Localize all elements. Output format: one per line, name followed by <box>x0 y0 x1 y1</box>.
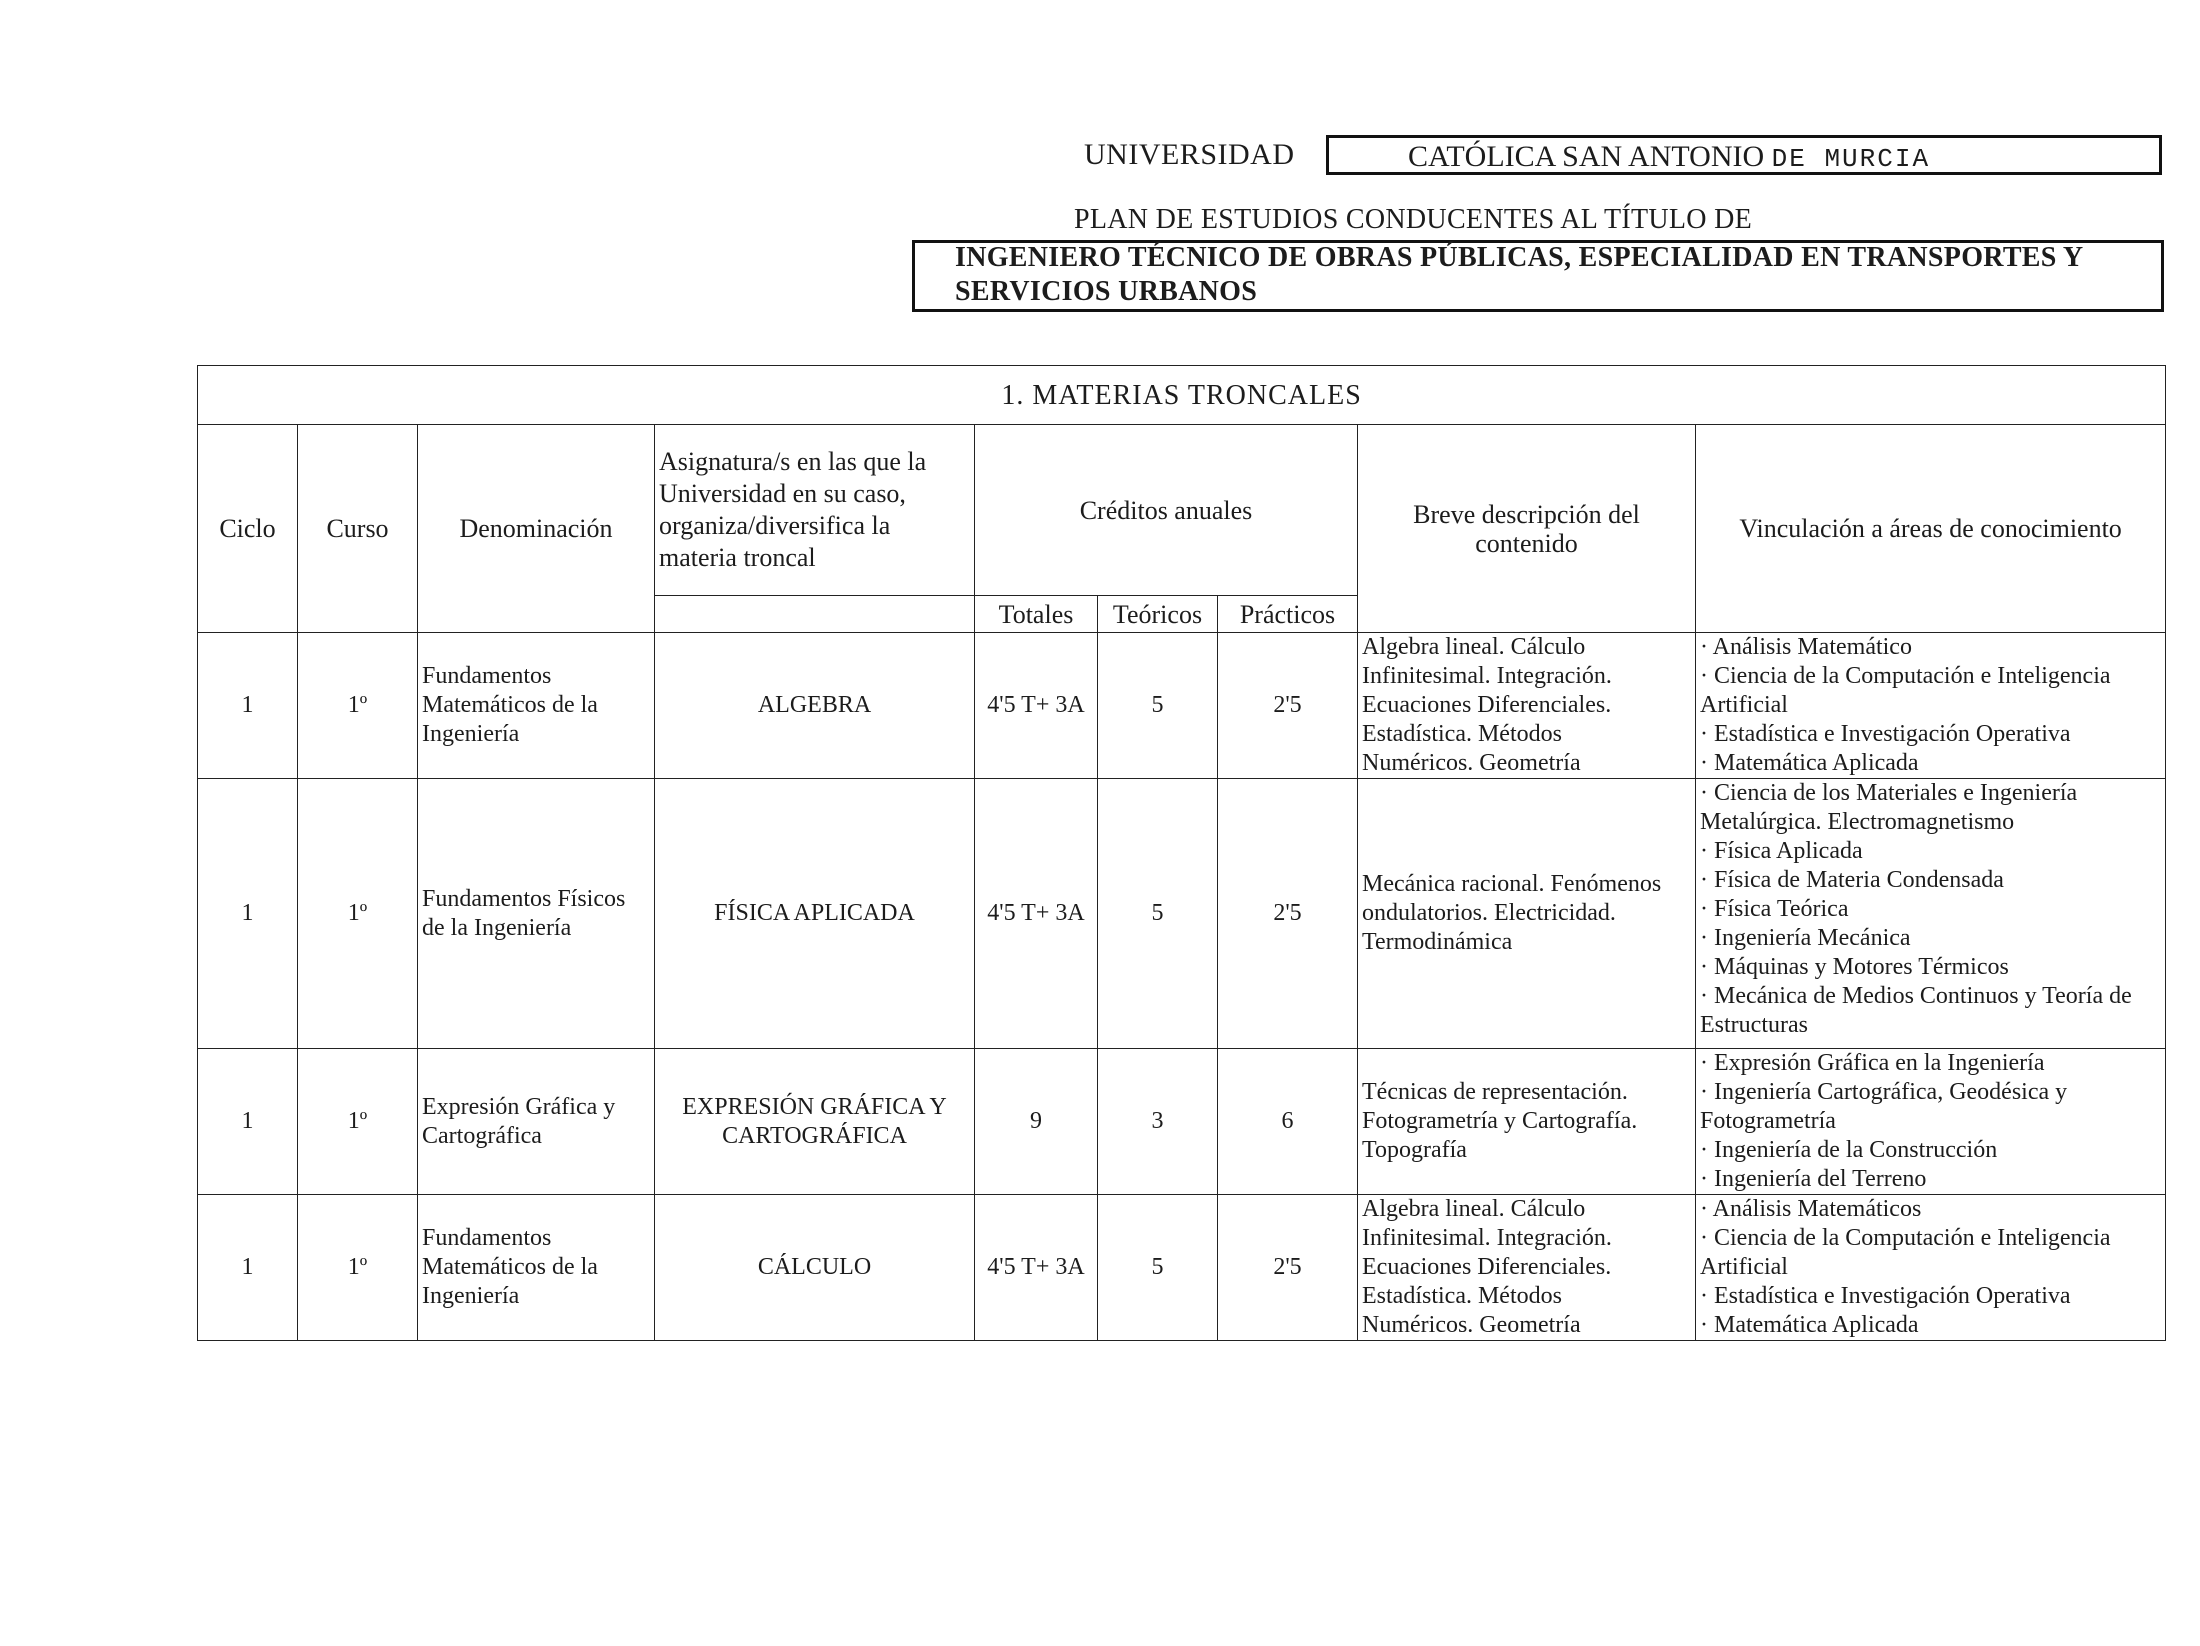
cell-practicos: 6 <box>1218 1049 1358 1195</box>
desc-line: Ecuaciones Diferenciales. <box>1362 692 1612 718</box>
area-line: · Ciencia de los Materiales e Ingeniería <box>1700 780 2078 806</box>
desc-line: Técnicas de representación. <box>1362 1079 1628 1105</box>
cell-denominacion: Fundamentos Matemáticos de la Ingeniería <box>418 633 655 779</box>
area-line: · Matemática Aplicada <box>1700 1312 1919 1338</box>
area-line: Metalúrgica. Electromagnetismo <box>1700 809 2015 835</box>
cell-curso: 1º <box>298 779 418 1049</box>
desc-line: Estadística. Métodos <box>1362 721 1562 747</box>
area-line: · Estadística e Investigación Operativa <box>1700 1283 2071 1309</box>
plan-label: PLAN DE ESTUDIOS CONDUCENTES AL TÍTULO DE <box>1074 204 1753 235</box>
header-teoricos: Teóricos <box>1098 596 1218 633</box>
cell-descripcion <box>1358 1195 1696 1341</box>
header-totales: Totales <box>975 596 1098 633</box>
header-ciclo: Ciclo <box>198 425 298 633</box>
desc-line: Numéricos. Geometría <box>1362 1312 1581 1338</box>
cell-teoricos: 3 <box>1098 1049 1218 1195</box>
university-name-city: DE MURCIA <box>1771 144 1931 174</box>
desc-line: ondulatorios. Electricidad. <box>1362 900 1616 926</box>
university-name <box>1408 140 1930 174</box>
area-line: · Máquinas y Motores Térmicos <box>1700 954 2009 980</box>
area-line: Estructuras <box>1700 1012 1808 1038</box>
desc-line: Estadística. Métodos <box>1362 1283 1562 1309</box>
area-line: · Estadística e Investigación Operativa <box>1700 721 2071 747</box>
cell-descripcion <box>1358 633 1696 779</box>
cell-denominacion: Expresión Gráfica y Cartográfica <box>418 1049 655 1195</box>
area-line: Fotogrametría <box>1700 1108 1836 1134</box>
cell-areas <box>1696 779 2166 1049</box>
desc-line: Topografía <box>1362 1137 1467 1163</box>
cell-curso: 1º <box>298 1195 418 1341</box>
header-practicos: Prácticos <box>1218 596 1358 633</box>
desc-line: Algebra lineal. Cálculo <box>1362 1196 1586 1222</box>
desc-line: Infinitesimal. Integración. <box>1362 663 1612 689</box>
desc-line: Infinitesimal. Integración. <box>1362 1225 1612 1251</box>
table-row <box>198 779 2166 1049</box>
cell-asignatura: EXPRESIÓN GRÁFICA Y CARTOGRÁFICA <box>655 1049 975 1195</box>
area-line: · Ciencia de la Computación e Inteligencia <box>1700 1225 2111 1251</box>
header-creditos: Créditos anuales <box>975 425 1358 596</box>
cell-ciclo: 1 <box>198 1195 298 1341</box>
cell-descripcion <box>1358 1049 1696 1195</box>
header-curso: Curso <box>298 425 418 633</box>
cell-practicos: 2'5 <box>1218 1195 1358 1341</box>
cell-curso: 1º <box>298 633 418 779</box>
materias-table <box>197 365 2166 1341</box>
area-line: · Ingeniería del Terreno <box>1700 1166 1927 1192</box>
cell-curso: 1º <box>298 1049 418 1195</box>
desc-line: Ecuaciones Diferenciales. <box>1362 1254 1612 1280</box>
cell-totales: 9 <box>975 1049 1098 1195</box>
table-row <box>198 1195 2166 1341</box>
header-asignatura-spacer <box>655 596 975 633</box>
university-name-main: CATÓLICA SAN ANTONIO <box>1408 140 1765 173</box>
area-line: · Física Teórica <box>1700 896 1849 922</box>
area-line: · Mecánica de Medios Continuos y Teoría de <box>1700 983 2132 1009</box>
area-line: · Ciencia de la Computación e Inteligencia <box>1700 663 2111 689</box>
cell-totales: 4'5 T+ 3A <box>975 779 1098 1049</box>
cell-ciclo: 1 <box>198 633 298 779</box>
header-descripcion: Breve descripción del contenido <box>1358 425 1696 633</box>
cell-ciclo: 1 <box>198 1049 298 1195</box>
area-line: · Ingeniería de la Construcción <box>1700 1137 1998 1163</box>
area-line: · Matemática Aplicada <box>1700 750 1919 776</box>
header-denominacion: Denominación <box>418 425 655 633</box>
cell-descripcion <box>1358 779 1696 1049</box>
area-line: Artificial <box>1700 692 1788 718</box>
header-vinculacion: Vinculación a áreas de conocimiento <box>1696 425 2166 633</box>
area-line: · Análisis Matemático <box>1700 634 1912 660</box>
area-line: · Ingeniería Mecánica <box>1700 925 1911 951</box>
area-line: Artificial <box>1700 1254 1788 1280</box>
desc-line: Algebra lineal. Cálculo <box>1362 634 1586 660</box>
degree-title-line2: SERVICIOS URBANOS <box>955 276 1258 307</box>
table-row <box>198 633 2166 779</box>
cell-totales: 4'5 T+ 3A <box>975 1195 1098 1341</box>
cell-teoricos: 5 <box>1098 633 1218 779</box>
cell-asignatura: ALGEBRA <box>655 633 975 779</box>
cell-teoricos: 5 <box>1098 779 1218 1049</box>
cell-teoricos: 5 <box>1098 1195 1218 1341</box>
cell-practicos: 2'5 <box>1218 779 1358 1049</box>
area-line: · Análisis Matemáticos <box>1700 1196 1922 1222</box>
cell-asignatura: FÍSICA APLICADA <box>655 779 975 1049</box>
cell-asignatura: CÁLCULO <box>655 1195 975 1341</box>
cell-areas <box>1696 1195 2166 1341</box>
header-asignatura: Asignatura/s en las que la Universidad en su caso, organiza/diversifica la materia troncal <box>655 425 975 596</box>
cell-totales: 4'5 T+ 3A <box>975 633 1098 779</box>
desc-line: Mecánica racional. Fenómenos <box>1362 871 1662 897</box>
section-title: 1. MATERIAS TRONCALES <box>198 366 2166 425</box>
desc-line: Termodinámica <box>1362 929 1513 955</box>
cell-ciclo: 1 <box>198 779 298 1049</box>
degree-title-line1: INGENIERO TÉCNICO DE OBRAS PÚBLICAS, ESPECIALIDAD EN TRANSPORTES Y <box>955 242 2084 273</box>
cell-practicos: 2'5 <box>1218 633 1358 779</box>
area-line: · Física de Materia Condensada <box>1700 867 2004 893</box>
area-line: · Expresión Gráfica en la Ingeniería <box>1700 1050 2045 1076</box>
cell-areas <box>1696 633 2166 779</box>
university-label: UNIVERSIDAD <box>1084 138 1295 171</box>
table-row <box>198 1049 2166 1195</box>
desc-line: Numéricos. Geometría <box>1362 750 1581 776</box>
area-line: · Ingeniería Cartográfica, Geodésica y <box>1700 1079 2068 1105</box>
cell-denominacion: Fundamentos Matemáticos de la Ingeniería <box>418 1195 655 1341</box>
cell-denominacion: Fundamentos Físicos de la Ingeniería <box>418 779 655 1049</box>
desc-line: Fotogrametría y Cartografía. <box>1362 1108 1638 1134</box>
degree-title <box>955 241 2145 309</box>
area-line: · Física Aplicada <box>1700 838 1863 864</box>
cell-areas <box>1696 1049 2166 1195</box>
